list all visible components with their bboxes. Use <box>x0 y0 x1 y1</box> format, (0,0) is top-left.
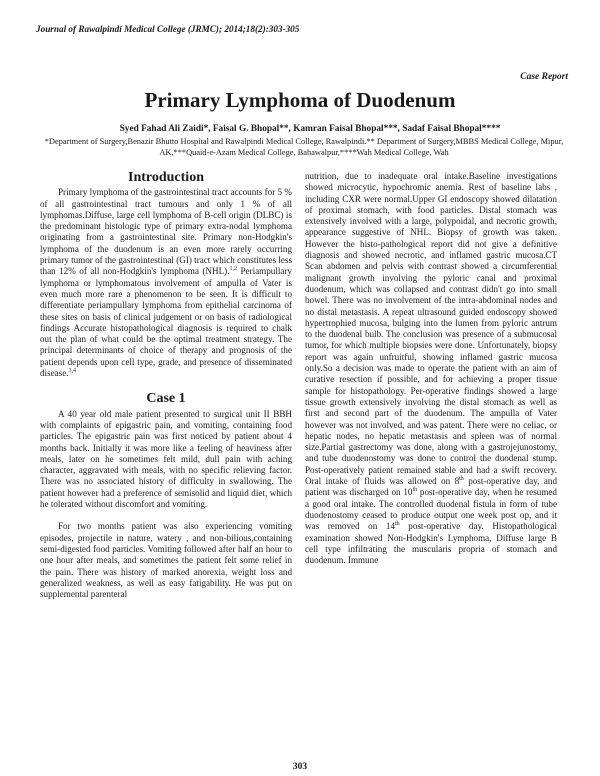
intro-text-part1: Primary lymphoma of the gastrointestinal tract accounts for 5 % of all gastrointestinal tract tumours and only 1 % of all lymphomas.Diffuse, large cell lymphoma of B-cell origin (DLBC) is the predominant histologic type of primary extra-nodal lymphoma originating from a gastrointestinal site. Primary non-Hodgkin's lymphoma of the duodenum is an even more rarely occurring primary tumor of the gastrointestinal (GI) tract which constitutes less than 12% of all non-Hodgkin's lymphoma (NHL). <box>40 187 292 277</box>
page-number: 303 <box>292 762 308 772</box>
superscript-th-3: th <box>395 521 400 528</box>
right-text-a: nutrition, due to inadequate oral intake.Baseline investigations showed microcytic, hypochromic anemia. Rest of baseline labs , including CXR were normal.Upper GI endoscopy showed dilatation of proximal stomach, with food particles. Distal stomach was extensively involved with a large, polypoidal, and necrotic growth, appearance suggestive of NHL. Biopsy of growth was taken. However the histo-pathological report did not give a definitive diagnosis and showed necrotic, and inflamed gastric mucosa.CT Scan abdomen and pelvis with contrast showed a circumferential malignant growth involving the pyloric canal and proximal duodenum, which was collapsed and contrast didn't go into small bowel. There was no involvement of the intra-abdominal nodes and no distal metastasis. A repeat ultrasound guided endoscopy showed hypertrophied mucosa, bulging into the lumen from pyloric antrum to the duodenal bulb. The conclusion was presence of a submucosal tumor, for which multiple biopsies were done. Unfortunately, biopsy report was again unfruitful, showing inflamed gastric mucosa only.So a decision was made to operate the patient with an aim of curative resection if possible, and for achieving a proper tissue sample for histopathology. Per-operative findings showed a large tissue growth extensively involving the distal stomach as well as first and second part of the duodenum. The ampulla of Vater however was not involved, and was patent. There were no celiac, or hepatic nodes, no hepatic metastasis and spleen was of normal size.Partial gastrectomy was done, along with a gastrojejunostomy, and tube duodenostomy was done to control the duodenal stump. Post-operatively patient remained stable and had a swift recovery. Oral intake of fluids was allowed on 8 <box>305 171 557 487</box>
right-text-c: post-operative day, when he resumed a good oral intake. The controlled duodenal fistula in form of tube duodenostomy ceased to produce output one week post op, and it was removed on 14 <box>305 487 557 532</box>
case-paragraph-2: For two months patient was also experiencing vomiting episodes, projectile in nature, watery , and non-bilious,containing semi-digested food particles. Vomiting followed after half an hour to one hour after meals, and sometimes the patient felt some relief in the pain. There was history of marked anorexia, weight loss and generalized weakness, as well as easy fatigability. He was put on supplemental parenteral <box>40 521 292 600</box>
right-text-b: post-operative day, and patient was discharged on 10 <box>305 476 557 498</box>
article-title: Primary Lymphoma of Duodenum <box>144 88 456 112</box>
introduction-heading: Introduction <box>128 170 204 185</box>
intro-citation-1: 1,2 <box>229 266 237 273</box>
superscript-th-2: th <box>412 487 418 494</box>
article-type-label: Case Report <box>520 72 568 82</box>
intro-text-part2: Periampullary lymphoma or lymphomatous involvement of ampulla of Vater is even much more rare a phenomenon to be seen. It is difficult to differentiate periampullary lymphoma from epithelial carcinoma of these sites on basis of clinical judgement or on basis of radiological findings Accurate histopathological diagnosis is required to chalk out the plan of what could be the optimal treatment strategy. The principal determinants of choice of therapy and prognosis of the patient depends upon cell type, grade, and presence of disseminated disease. <box>40 266 292 379</box>
case-paragraph-1: A 40 year old male patient presented to surgical unit II BBH with complaints of epigastric pain, and vomiting, containing food particles. The epigastric pain was first noticed by patient about 4 months back. Initially it was more like a feeling of heaviness after meals, later on he sometimes felt mild, dull pain with aching character, aggravated with meals, with no specific relieving factor. There was no associated history of difficulty in swallowing. The patient however had a preference of semisolid and liquid diet, which he tolerated without discomfort and vomiting. <box>40 408 292 510</box>
superscript-th-1: th <box>459 475 464 482</box>
journal-citation: Journal of Rawalpindi Medical College (JRMC); 2014;18(2):303-305 <box>36 24 300 34</box>
case-heading: Case 1 <box>146 391 186 407</box>
right-column <box>305 171 557 751</box>
intro-citation-2: 3,4 <box>68 368 77 375</box>
left-column <box>40 168 292 748</box>
case-continuation-paragraph <box>305 171 557 566</box>
right-text-d: post-operative day. Histopathological examination showed Non-Hodgkin's Lymphoma, Diffuse large B cell type infiltrating the muscularis propria of stomach and duodenum. Immune <box>305 521 557 566</box>
author-list: Syed Fahad Ali Zaidi*, Faisal G. Bhopal**, Kamran Faisal Bhopal***, Sadaf Faisal Bhopal**** <box>119 124 501 134</box>
author-affiliations: *Department of Surgery,Benazir Bhutto Hospital and Rawalpindi Medical College, Rawalpindi.** Department of Surgery,MBBS Medical College, Mipur, AK,***Quaid-e-Azam Medical College, Bahawalpur,****Wah Medical College, Wah <box>44 137 564 157</box>
introduction-paragraph <box>40 187 292 379</box>
